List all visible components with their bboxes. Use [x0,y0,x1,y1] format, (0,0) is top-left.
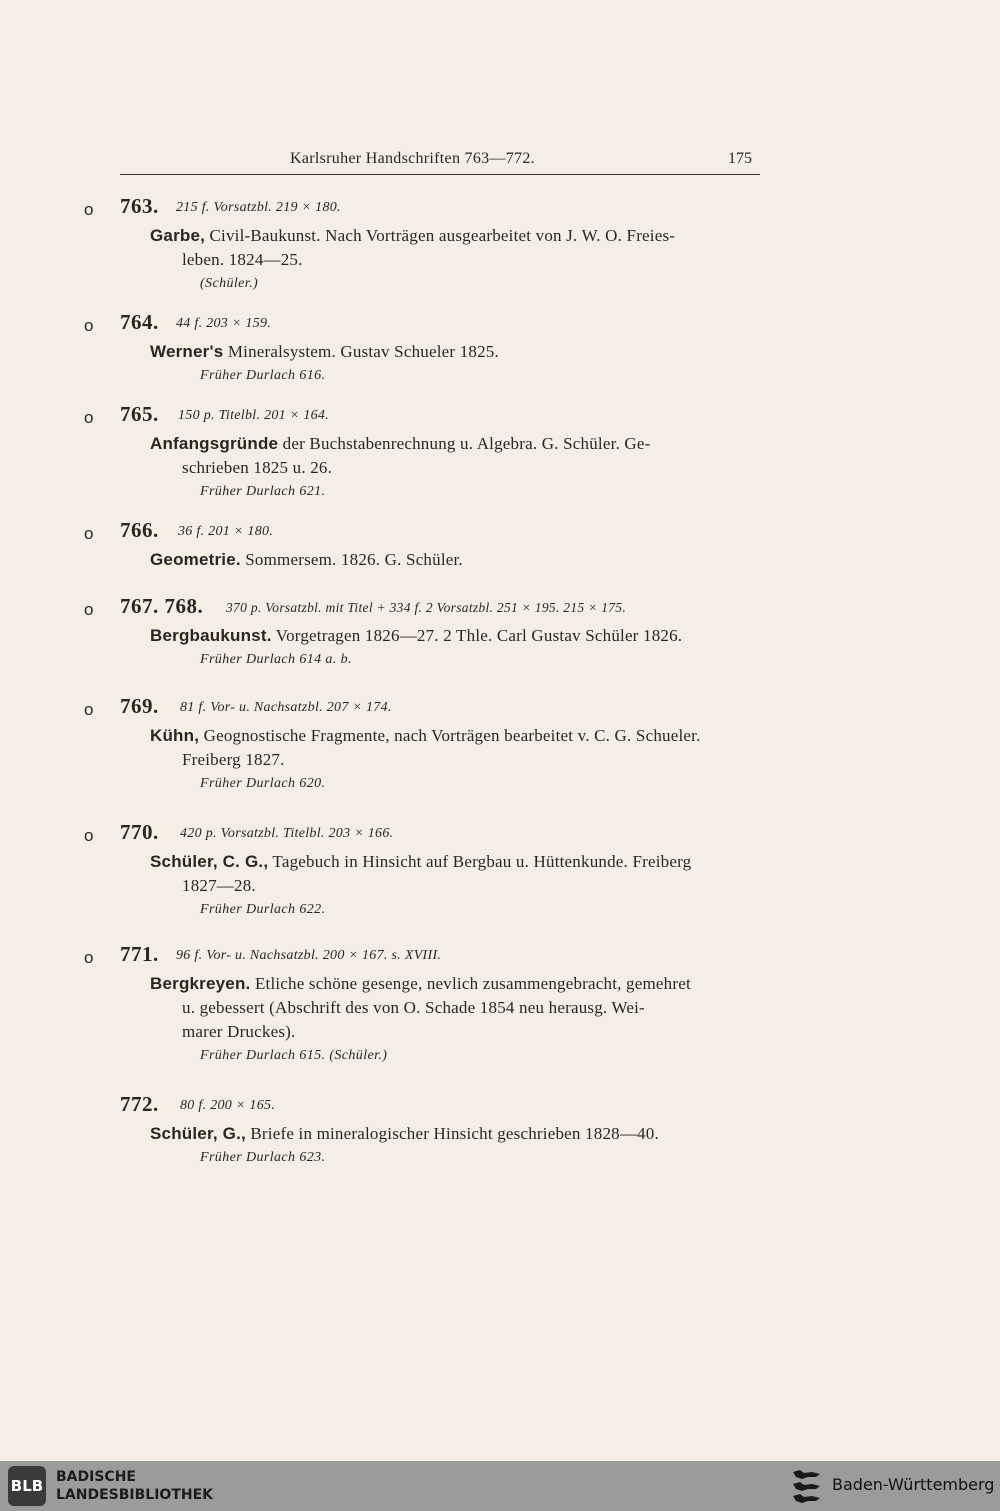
page-header [120,148,760,175]
entry-text-continued: u. gebessert (Abschrift des von O. Schade 1854 neu herausg. Wei- [182,998,645,1017]
blb-library-name[interactable] [56,1468,213,1504]
entry-physical-description: 80 f. 200 × 165. [180,1098,276,1113]
entry-author: Bergkreyen. [150,974,251,993]
entry-body [150,1122,760,1146]
bw-state-name[interactable]: Baden-Württemberg [832,1475,995,1494]
blb-name-line1: BADISCHE [56,1469,136,1485]
entry-text: Vorgetragen 1826—27. 2 Thle. Carl Gustav Schüler 1826. [275,626,683,645]
entry-text: Mineralsystem. Gustav Schueler 1825. [227,342,499,361]
entry-author: Bergbaukunst. [150,626,272,645]
entry-provenance: Früher Durlach 616. [200,368,326,383]
entry-body [150,224,760,272]
entry-author: Anfangsgründe [150,434,279,453]
library-footer-bar [0,1461,1000,1511]
entry-physical-description: 215 f. Vorsatzbl. 219 × 180. [176,200,341,215]
blb-name-line2: LANDESBIBLIOTHEK [56,1487,214,1503]
entry-body [150,624,760,648]
entry-text-continued: Freiberg 1827. [182,750,285,769]
entry-text-continued: leben. 1824—25. [182,250,303,269]
entry-text: Sommersem. 1826. G. Schüler. [245,550,463,569]
entry-text: Civil-Baukunst. Nach Vorträgen ausgearbeitet von J. W. O. Freies- [209,226,676,245]
entry-body [150,548,760,572]
entry-mark: o [84,408,94,427]
entry-text: Geognostische Fragmente, nach Vorträgen bearbeitet v. C. G. Schueler. [203,726,701,745]
entry-number: 769. [120,694,159,718]
entry-mark: o [84,948,94,967]
entry-author: Geometrie. [150,550,241,569]
entry-number: 772. [120,1092,159,1116]
entry-body [150,724,760,772]
entry-provenance: (Schüler.) [200,276,259,291]
entry-body [150,340,760,364]
entry-number: 764. [120,310,159,334]
entry-number: 771. [120,942,159,966]
entry-physical-description: 44 f. 203 × 159. [176,316,272,331]
entry-physical-description: 36 f. 201 × 180. [178,524,274,539]
entry-mark: o [84,826,94,845]
entry-mark: o [84,700,94,719]
entry-text: Briefe in mineralogischer Hinsicht geschrieben 1828—40. [250,1124,659,1143]
entry-body [150,972,760,1044]
entry-provenance: Früher Durlach 614 a. b. [200,652,352,667]
entry-author: Kühn, [150,726,200,745]
entry-text-continued: 1827—28. [182,876,256,895]
entry-physical-description: 96 f. Vor- u. Nachsatzbl. 200 × 167. s. XVIII. [176,948,442,963]
entry-text: Etliche schöne gesenge, nevlich zusammengebracht, gemehret [254,974,691,993]
entry-text-continued: schrieben 1825 u. 26. [182,458,333,477]
entry-physical-description: 81 f. Vor- u. Nachsatzbl. 207 × 174. [180,700,392,715]
entry-physical-description: 150 p. Titelbl. 201 × 164. [178,408,330,423]
entry-provenance: Früher Durlach 623. [200,1150,326,1165]
entry-text-continued: marer Druckes). [182,1022,296,1041]
entry-provenance: Früher Durlach 615. (Schüler.) [200,1048,388,1063]
entry-provenance: Früher Durlach 621. [200,484,326,499]
entry-number: 763. [120,194,159,218]
page-number: 175 [728,150,752,167]
entry-text: Tagebuch in Hinsicht auf Bergbau u. Hüttenkunde. Freiberg [272,852,692,871]
entry-provenance: Früher Durlach 620. [200,776,326,791]
entry-author: Schüler, G., [150,1124,246,1143]
entry-number: 765. [120,402,159,426]
entry-mark: o [84,200,94,219]
entry-body [150,850,760,898]
entry-body [150,432,760,480]
entry-provenance: Früher Durlach 622. [200,902,326,917]
entry-physical-description: 420 p. Vorsatzbl. Titelbl. 203 × 166. [180,826,394,841]
lions-coat-of-arms-icon [790,1468,824,1504]
page-title: Karlsruher Handschriften 763—772. [290,150,535,167]
entry-physical-description: 370 p. Vorsatzbl. mit Titel + 334 f. 2 Vorsatzbl. 251 × 195. 215 × 175. [226,600,627,615]
entry-text: der Buchstabenrechnung u. Algebra. G. Schüler. Ge- [282,434,651,453]
blb-logo[interactable]: BLB [8,1466,46,1506]
entry-mark: o [84,600,94,619]
entry-author: Schüler, C. G., [150,852,269,871]
entry-number: 770. [120,820,159,844]
entry-number: 766. [120,518,159,542]
entry-mark: o [84,316,94,335]
entry-author: Garbe, [150,226,206,245]
entry-author: Werner's [150,342,224,361]
entry-mark: o [84,524,94,543]
entry-number: 767. 768. [120,594,204,618]
